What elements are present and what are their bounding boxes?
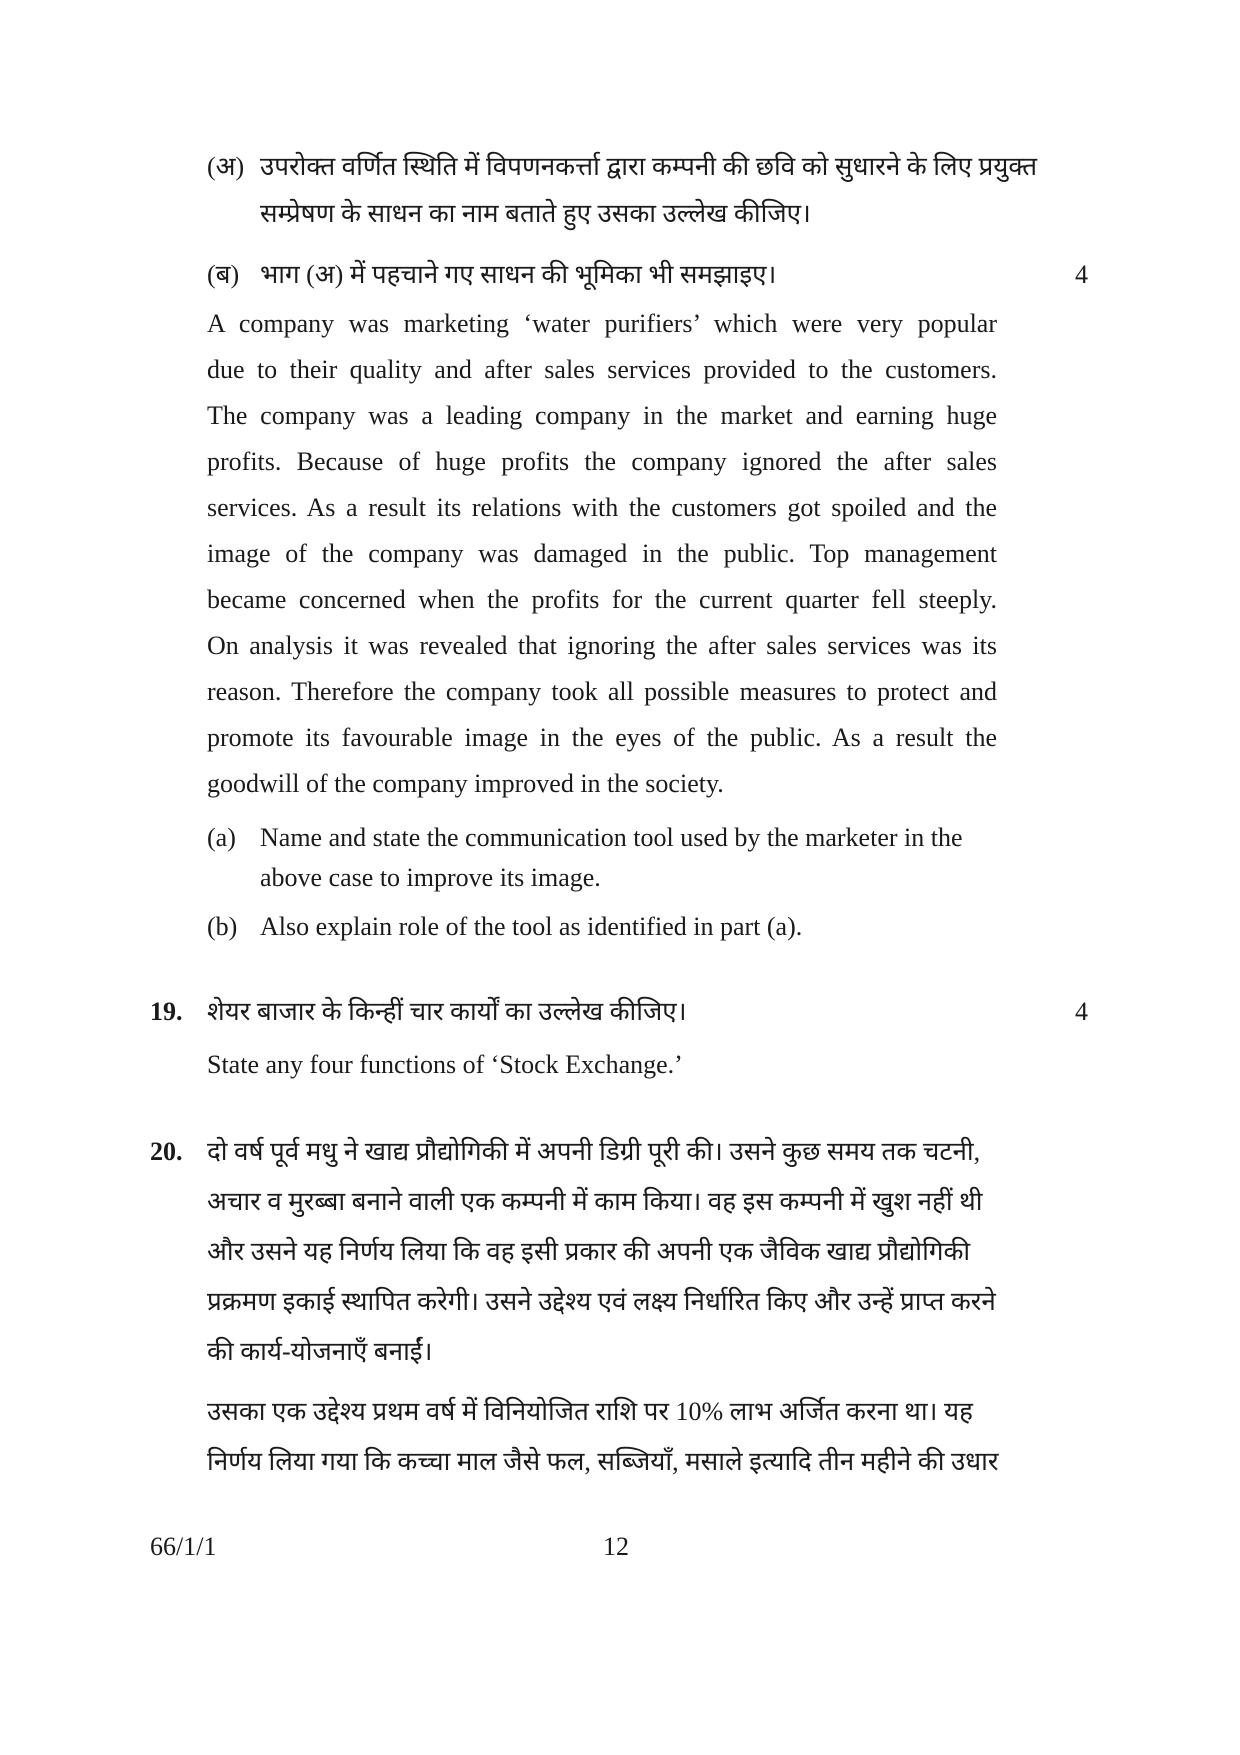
q20-hindi-line: अचार व मुरब्बा बनाने वाली एक कम्पनी में काम किया। वह इस कम्पनी में खुश नहीं थी [207, 1187, 983, 1216]
q18-english-line: became concerned when the profits for the current quarter fell steeply. [207, 585, 997, 614]
q18-english-b-line1: Also explain role of the tool as identified in part (a). [260, 912, 803, 941]
q19-english: State any four functions of ‘Stock Exchange.’ [207, 1050, 683, 1079]
q18-english-line: due to their quality and after sales services provided to the customers. [207, 355, 997, 384]
q18-hindi-a-line1: उपरोक्त वर्णित स्थिति में विपणनकर्त्ता द्वारा कम्पनी की छवि को सुधारने के लिए प्रयुक्त [260, 152, 1038, 181]
q19-marks: 4 [1075, 997, 1088, 1026]
q20-hindi-line: प्रक्रमण इकाई स्थापित करेगी। उसने उद्देश्य एवं लक्ष्य निर्धारित किए और उन्हें प्राप्त करने [207, 1287, 996, 1316]
q19-number: 19. [150, 997, 183, 1026]
q20-hindi-line: और उसने यह निर्णय लिया कि वह इसी प्रकार की अपनी एक जैविक खाद्य प्रौद्योगिकी [207, 1237, 971, 1266]
q18-hindi-a-label: (अ) [207, 152, 245, 181]
q20-hindi-line: दो वर्ष पूर्व मधु ने खाद्य प्रौद्योगिकी में अपनी डिग्री पूरी की। उसने कुछ समय तक चटनी, [207, 1137, 981, 1166]
q18-english-line: promote its favourable image in the eyes of the public. As a result the [207, 723, 997, 752]
q18-hindi-b-label: (ब) [207, 260, 240, 289]
q18-english-line: The company was a leading company in the market and earning huge [207, 401, 997, 430]
q18-marks: 4 [1075, 260, 1088, 289]
q19-hindi: शेयर बाजार के किन्हीं चार कार्यों का उल्लेख कीजिए। [207, 997, 687, 1026]
q18-english-a-label: (a) [207, 823, 236, 852]
paper-code: 66/1/1 [150, 1532, 217, 1561]
q20-hindi-line: की कार्य-योजनाएँ बनाईं। [207, 1337, 433, 1366]
q20-hindi-line: उसका एक उद्देश्य प्रथम वर्ष में विनियोजित राशि पर 10% लाभ अर्जित करना था। यह [207, 1397, 973, 1426]
q18-english-line: image of the company was damaged in the public. Top management [207, 539, 997, 568]
q18-english-a-line1: Name and state the communication tool used by the marketer in the [260, 823, 963, 852]
q18-hindi-a-line2: सम्प्रेषण के साधन का नाम बताते हुए उसका उल्लेख कीजिए। [260, 199, 811, 228]
q18-english-line: reason. Therefore the company took all possible measures to protect and [207, 677, 997, 706]
q20-hindi-line: निर्णय लिया गया कि कच्चा माल जैसे फल, सब्जियाँ, मसाले इत्यादि तीन महीने की उधार [207, 1447, 999, 1476]
q18-english-b-label: (b) [207, 912, 238, 941]
q18-english-line: A company was marketing ‘water purifiers’ which were very popular [207, 309, 997, 338]
q18-english-line: goodwill of the company improved in the society. [207, 769, 724, 798]
q18-english-line: On analysis it was revealed that ignoring the after sales services was its [207, 631, 997, 660]
q18-english-a-line2: above case to improve its image. [260, 863, 601, 892]
page-number: 12 [603, 1532, 629, 1561]
q18-english-line: services. As a result its relations with the customers got spoiled and the [207, 493, 997, 522]
q20-number: 20. [150, 1137, 183, 1166]
q18-english-line: profits. Because of huge profits the company ignored the after sales [207, 447, 997, 476]
q18-hindi-b-line1: भाग (अ) में पहचाने गए साधन की भूमिका भी समझाइए। [260, 260, 777, 289]
